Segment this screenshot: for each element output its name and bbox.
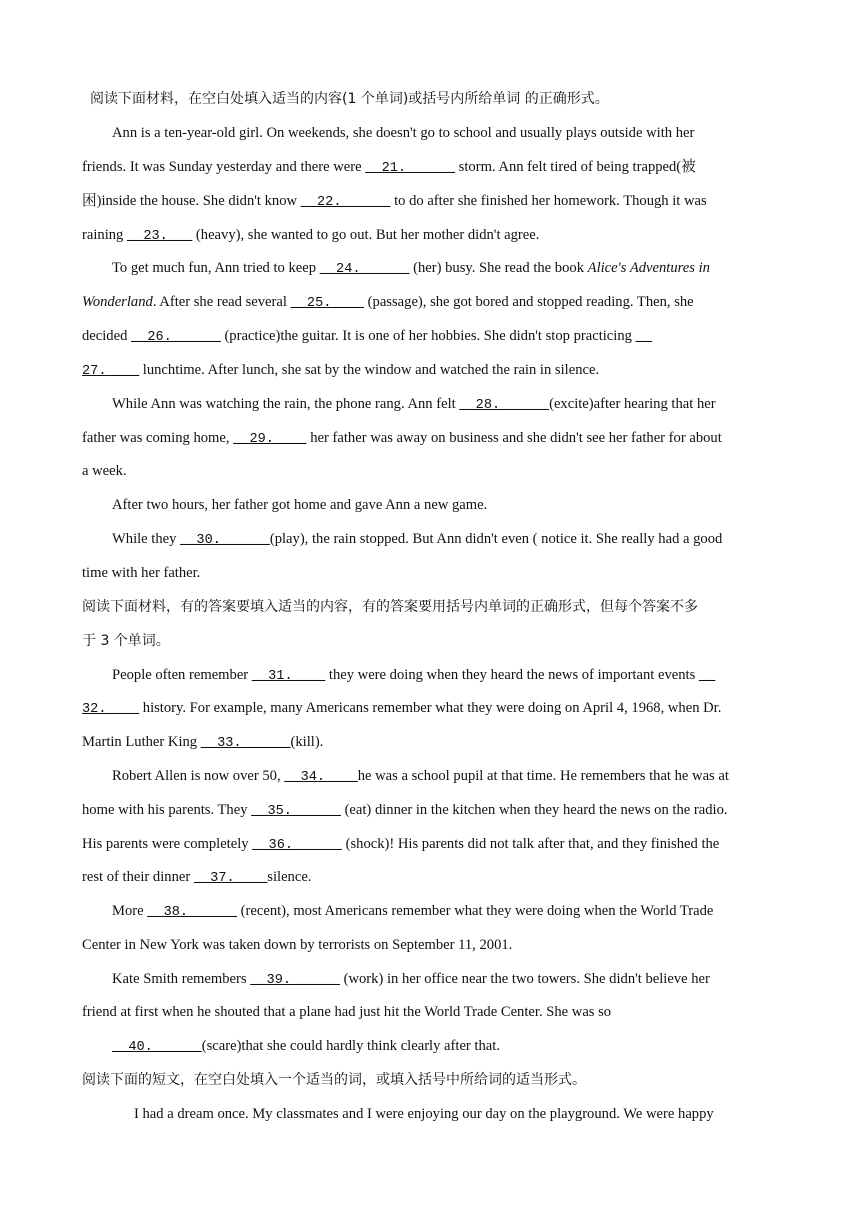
s2-line: __40.______(scare)that she could hardly think clearly after that. xyxy=(112,1038,500,1055)
s1-line: decided __26.______ (practice)the guitar. It is one of her hobbies. She didn't stop practicing __ xyxy=(82,328,652,345)
s2-line: Center in New York was taken down by terrorists on September 11, 2001. xyxy=(82,937,513,953)
blank-29: __29.____ xyxy=(233,432,307,447)
s1-line: father was coming home, __29.____ her father was away on business and she didn't see her father for about xyxy=(82,430,722,447)
blank-31: __31.____ xyxy=(251,669,326,684)
s1-line: friends. It was Sunday yesterday and there were __21.______ storm. Ann felt tired of being trapped(被 xyxy=(82,159,696,176)
blank-33: __33.______ xyxy=(200,736,291,751)
s1-line: Ann is a ten-year-old girl. On weekends, she doesn't go to school and usually plays outside with her xyxy=(112,125,695,141)
blank-37: __37.____ xyxy=(193,871,268,886)
blank-26: __26.______ xyxy=(131,330,221,345)
blank-28: __28.______ xyxy=(459,398,550,413)
blank-40: __40.______ xyxy=(112,1040,202,1055)
section-2-instruction: 于 3 个单词。 xyxy=(82,633,170,649)
book-title: Alice's Adventures in xyxy=(587,260,710,276)
s1-line: To get much fun, Ann tried to keep __24.______ (her) busy. She read the book Alice's Adventures in xyxy=(112,260,710,277)
section-3-instruction: 阅读下面的短文，在空白处填入一个适当的词，或填入括号中所给词的适当形式。 xyxy=(82,1072,586,1088)
blank-38: __38.______ xyxy=(147,905,238,920)
blank-32-start: __ xyxy=(698,669,716,684)
blank-39: __39.______ xyxy=(250,973,340,988)
blank-30: __30.______ xyxy=(180,533,270,548)
section-2-instruction: 阅读下面材料，有的答案要填入适当的内容，有的答案要用括号内单词的正确形式，但每个答案不多 xyxy=(82,599,698,615)
s1-line: 困)inside the house. She didn't know __22.______ to do after she finished her homework. Though it was xyxy=(82,193,707,210)
blank-35: __35.______ xyxy=(251,804,341,819)
blank-24: __24.______ xyxy=(319,262,410,277)
section-1-instruction: 阅读下面材料，在空白处填入适当的内容(1 个单词)或括号内所给单词 的正确形式。 xyxy=(90,91,609,107)
s1-line: time with her father. xyxy=(82,565,201,581)
blank-21: __21.______ xyxy=(365,161,456,176)
blank-22: __22.______ xyxy=(300,195,391,210)
s2-line: His parents were completely __36.______ (shock)! His parents did not talk after that, and they finished the xyxy=(82,836,720,853)
blank-27-start: __ xyxy=(635,330,652,345)
s2-line: home with his parents. They __35.______ (eat) dinner in the kitchen when they heard the news on the radio. xyxy=(82,802,728,819)
s2-line: rest of their dinner __37.____silence. xyxy=(82,869,312,886)
s1-line: While Ann was watching the rain, the phone rang. Ann felt __28.______(excite)after hearing that her xyxy=(112,396,716,413)
s3-line: I had a dream once. My classmates and I were enjoying our day on the playground. We were happy xyxy=(134,1106,714,1122)
s2-line: friend at first when he shouted that a plane had just hit the World Trade Center. She was so xyxy=(82,1004,612,1020)
s2-line: 32.____ history. For example, many Americans remember what they were doing on April 4, 1968, when Dr. xyxy=(82,700,722,717)
s2-line: Martin Luther King __33.______(kill). xyxy=(82,734,324,751)
s1-line: 27.____ lunchtime. After lunch, she sat by the window and watched the rain in silence. xyxy=(82,362,600,379)
s2-line: Robert Allen is now over 50, __34.____he was a school pupil at that time. He remembers that he was at xyxy=(112,768,729,785)
s2-line: More __38.______ (recent), most Americans remember what they were doing when the World Trade xyxy=(112,903,714,920)
blank-27: 27.____ xyxy=(82,364,140,379)
blank-32: 32.____ xyxy=(82,702,140,717)
s1-line: a week. xyxy=(82,463,127,479)
s1-line: raining __23.___ (heavy), she wanted to go out. But her mother didn't agree. xyxy=(82,227,540,244)
s2-line: People often remember __31.____ they were doing when they heard the news of important events __ xyxy=(112,667,716,684)
s1-line: After two hours, her father got home and gave Ann a new game. xyxy=(112,497,488,513)
blank-36: __36.______ xyxy=(252,838,342,853)
s1-line: Wonderland. After she read several __25.____ (passage), she got bored and stopped reading. Then, she xyxy=(82,294,694,311)
blank-25: __25.____ xyxy=(290,296,365,311)
blank-34: __34.____ xyxy=(284,770,358,785)
blank-23: __23.___ xyxy=(127,229,193,244)
s2-line: Kate Smith remembers __39.______ (work) in her office near the two towers. She didn't believe her xyxy=(112,971,710,988)
s1-line: While they __30.______(play), the rain stopped. But Ann didn't even ( notice it. She really had a good xyxy=(112,531,723,548)
